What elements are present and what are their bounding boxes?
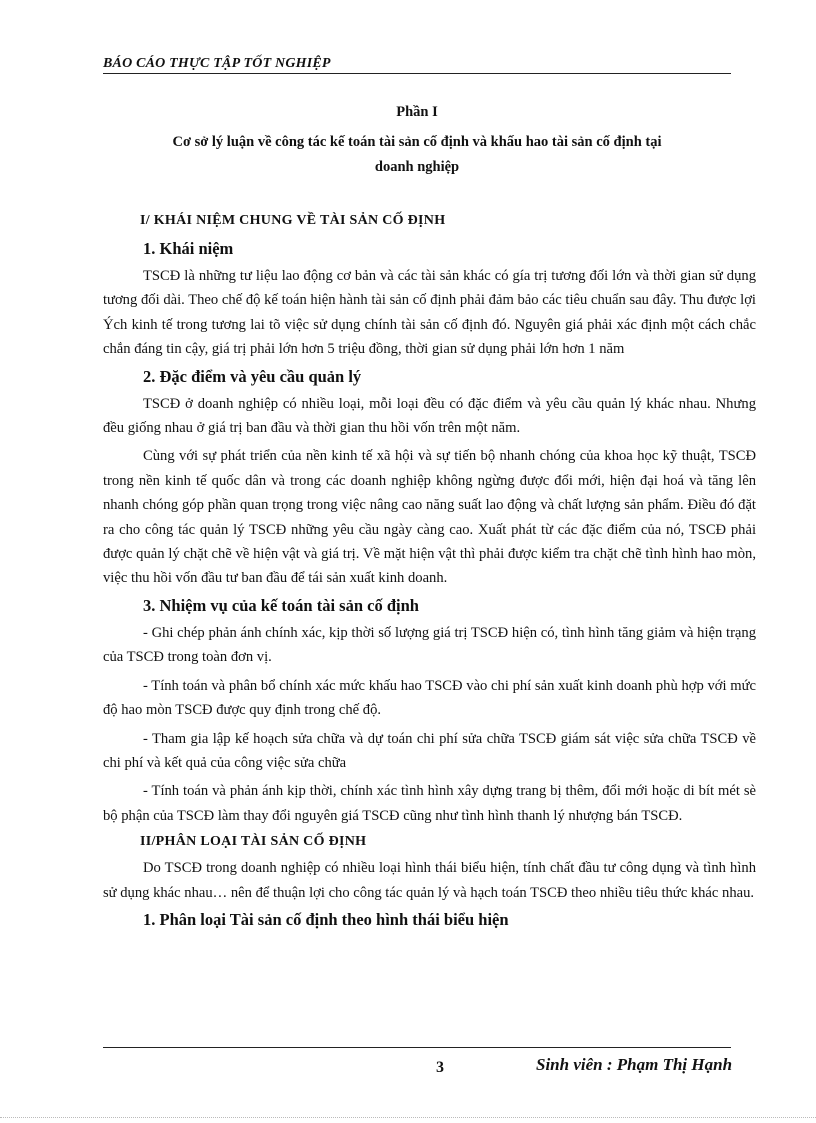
paragraph: TSCĐ là những tư liệu lao động cơ bản và các tài sản khác có gía trị tương đối lớn và thời gian sử dụng tương đối dài. Theo chế độ kế toán hiện hành tài sản cố định phải đảm bảo các tiêu chuẩn sau đây. Thu được lợi Ých kinh tế trong tương lai tõ việc sử dụng chính tài sản cố định đó. Nguyên giá phải xác định một cách chắc chắn đáng tin cậy, giá trị phải lớn hơn 5 triệu đồng, thời gian sử dụng phải lớn hơn 1 năm (103, 268, 756, 358)
subtitle-line-1: Cơ sở lý luận về công tác kế toán tài sản cố định và khấu hao tài sản cố định tại (172, 134, 662, 150)
paragraph: - Tính toán và phản ánh kịp thời, chính xác tình hình xây dựng trang bị thêm, đổi mới hoặc di bít mét sè bộ phận của TSCĐ làm thay đổi nguyên giá TSCĐ cũng như tình hình thanh lý nhượng bán TSCĐ. (103, 783, 756, 824)
section-heading-1: I/ KHÁI NIỆM CHUNG VỀ TÀI SẢN CỐ ĐỊNH (140, 213, 446, 228)
subsection-heading-classification: 1. Phân loại Tài sản cố định theo hình thái biểu hiện (143, 909, 509, 929)
paragraph: - Tham gia lập kế hoạch sửa chữa và dự toán chi phí sửa chữa TSCĐ giám sát việc sửa chữa TSCĐ về chi phí và kết quả của công việc sửa chữa (103, 730, 756, 771)
paragraph: - Ghi chép phản ánh chính xác, kịp thời số lượng giá trị TSCĐ hiện có, tình hình tăng giảm và hiện trạng của TSCĐ trong toàn đơn vị. (103, 624, 756, 666)
page-number: 3 (436, 1059, 444, 1076)
paragraph: - Tính toán và phân bổ chính xác mức khấu hao TSCĐ vào chi phí sản xuất kinh doanh phù hợp với mức độ hao mòn TSCĐ được quy định trong chế độ. (103, 677, 756, 719)
student-name: Sinh viên : Phạm Thị Hạnh (536, 1055, 733, 1074)
paragraph: Cùng với sự phát triển của nền kinh tế xã hội và sự tiến bộ nhanh chóng của khoa học kỹ thuật, TSCĐ trong nền kinh tế quốc dân và trong các doanh nghiệp không ngừng được đổi mới, hiện đại hoá và tăng lên nhanh chóng góp phần quan trọng trong việc nâng cao năng suất lao động và chất lượng sản phẩm. Điều đó đặt ra cho công tác quản lý TSCĐ những yêu cầu ngày càng cao. Xuất phát từ các đặc điểm của nó, TSCĐ phải được quản lý chặt chẽ về hiện vật và giá trị. Về mặt hiện vật thì phải được kiểm tra chặt chẽ tình hình hao mòn, việc thu hồi vốn đầu tư ban đầu để tái sản xuất kinh doanh. (103, 448, 756, 587)
subsection-heading-characteristics: 2. Đặc điểm và yêu cầu quản lý (143, 366, 362, 386)
paragraph: TSCĐ ở doanh nghiệp có nhiều loại, mỗi loại đều có đặc điểm và yêu cầu quản lý khác nhau. Nhưng đều giống nhau ở giá trị ban đầu và thời gian thu hồi vốn trên một năm. (103, 395, 756, 437)
footer-divider (103, 1047, 731, 1048)
part-title: Phần I (396, 104, 438, 120)
part-subtitle (103, 130, 731, 180)
subsection-heading-concept: 1. Khái niệm (143, 239, 234, 258)
subtitle-line-2: doanh nghiệp (374, 159, 460, 175)
subsection-heading-tasks: 3. Nhiệm vụ của kế toán tài sản cố định (143, 595, 419, 615)
page-break-line (0, 1117, 816, 1118)
report-header: BÁO CÁO THỰC TẬP TỐT NGHIỆP (103, 56, 731, 74)
section-heading-2: II/PHÂN LOẠI TÀI SẢN CỐ ĐỊNH (140, 834, 367, 850)
document-body (103, 208, 756, 935)
paragraph: Do TSCĐ trong doanh nghiệp có nhiều loại hình thái biểu hiện, tính chất đầu tư công dụng và tình hình sử dụng khác nhau… nên để thuận lợi cho công tác quản lý và hạch toán TSCĐ theo nhiều tiêu thức khác nhau. (103, 860, 756, 901)
